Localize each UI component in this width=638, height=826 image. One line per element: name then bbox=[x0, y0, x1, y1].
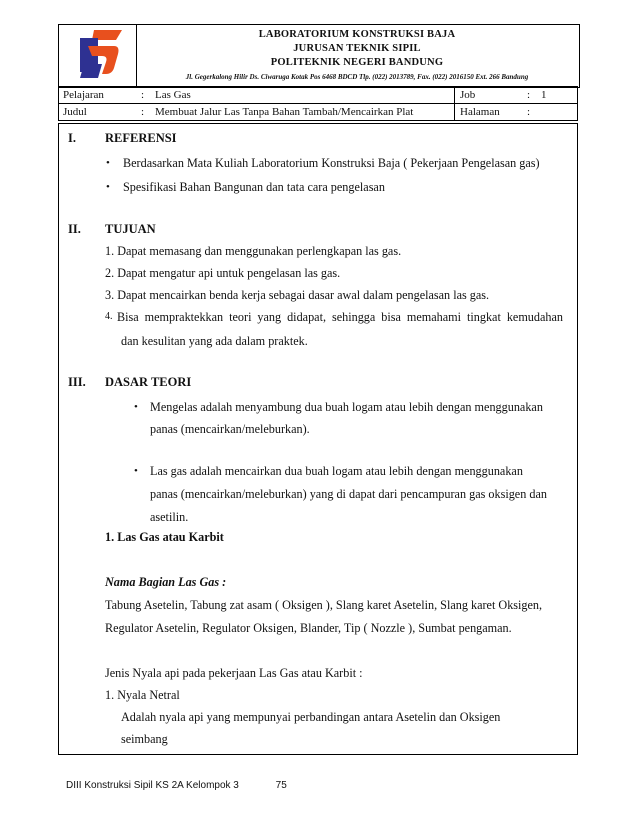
section-3-bullet-2-line-1: Las gas adalah mencairkan dua buah logam atau lebih dengan menggunakan bbox=[150, 464, 523, 478]
meta-row-pelajaran bbox=[58, 86, 578, 104]
section-1-bullet-2: Spesifikasi Bahan Bangunan dan tata cara pengelasan bbox=[123, 180, 385, 194]
pelajaran-label: Pelajaran bbox=[63, 89, 104, 101]
bullet-icon: • bbox=[106, 181, 110, 193]
section-1-number: I. bbox=[68, 131, 76, 145]
page-number: 75 bbox=[275, 780, 287, 791]
institution-line-3: POLITEKNIK NEGERI BANDUNG bbox=[270, 57, 444, 68]
section-2-item-4-line-2: dan kesulitan yang ada dalam praktek. bbox=[121, 334, 308, 348]
section-3-bullet-2-line-3: asetilin. bbox=[150, 510, 189, 524]
halaman-colon: : bbox=[527, 106, 531, 118]
section-3-bullet-1-line-1: Mengelas adalah menyambung dua buah logam atau lebih dengan menggunakan bbox=[150, 400, 543, 414]
section-2-item-4-line-1: Bisa mempraktekkan teori yang didapat, sehingga bisa memahami tingkat kemudahan bbox=[117, 310, 563, 324]
meta-row-judul bbox=[58, 103, 578, 121]
halaman-label: Halaman bbox=[460, 106, 500, 118]
section-3-title: DASAR TEORI bbox=[105, 375, 192, 389]
polban-logo-icon bbox=[58, 24, 136, 86]
institution-line-2: JURUSAN TEKNIK SIPIL bbox=[293, 43, 421, 54]
meta-table bbox=[58, 86, 578, 122]
pelajaran-value: Las Gas bbox=[155, 89, 191, 101]
logo-cell bbox=[58, 24, 137, 86]
section-3-number: III. bbox=[68, 375, 86, 389]
section-2-item-1: 1. Dapat memasang dan menggunakan perlengkapan las gas. bbox=[105, 244, 402, 258]
bullet-icon: • bbox=[106, 157, 110, 169]
section-2-item-3: 3. Dapat mencairkan benda kerja sebagai dasar awal dalam pengelasan las gas. bbox=[105, 288, 490, 302]
judul-label: Judul bbox=[63, 106, 87, 118]
meta-divider bbox=[454, 104, 455, 120]
institution-line-1: LABORATORIUM KONSTRUKSI BAJA bbox=[258, 29, 456, 40]
pelajaran-colon: : bbox=[141, 89, 145, 101]
parts-line-1: Tabung Asetelin, Tabung zat asam ( Oksigen ), Slang karet Asetelin, Slang karet Oksigen, bbox=[105, 598, 543, 612]
job-colon: : bbox=[527, 89, 531, 101]
bullet-icon: • bbox=[134, 465, 138, 477]
section-2-title: TUJUAN bbox=[105, 222, 156, 236]
bullet-icon: • bbox=[134, 401, 138, 413]
job-value: 1 bbox=[541, 89, 547, 101]
flame-item-1: 1. Nyala Netral bbox=[105, 688, 180, 702]
parts-line-2: Regulator Asetelin, Regulator Oksigen, Blander, Tip ( Nozzle ), Sumbat pengaman. bbox=[105, 621, 512, 635]
section-1-title: REFERENSI bbox=[105, 131, 177, 145]
page-footer bbox=[66, 780, 287, 791]
judul-colon: : bbox=[141, 106, 145, 118]
flame-item-1-desc-line-1: Adalah nyala api yang mempunyai perbandingan antara Asetelin dan Oksigen bbox=[121, 710, 501, 724]
meta-divider bbox=[454, 87, 455, 103]
section-3-bullet-1-line-2: panas (mencairkan/meleburkan). bbox=[150, 422, 310, 436]
institution-address: Jl. Gegerkalong Hilir Ds. Ciwaruga Kotak Pos 6468 BDCD Tlp. (022) 2013789, Fax. (022) 2016150 Ext. 266 Bandung bbox=[185, 73, 529, 81]
content-box bbox=[58, 123, 578, 755]
section-2-item-2: 2. Dapat mengatur api untuk pengelasan las gas. bbox=[105, 266, 341, 280]
job-label: Job bbox=[460, 89, 476, 101]
flame-item-1-desc-line-2: seimbang bbox=[121, 732, 168, 746]
section-1-bullet-1: Berdasarkan Mata Kuliah Laboratorium Konstruksi Baja ( Pekerjaan Pengelasan gas) bbox=[123, 156, 540, 170]
subsection-las-gas-title: 1. Las Gas atau Karbit bbox=[105, 530, 224, 544]
parts-title: Nama Bagian Las Gas : bbox=[105, 575, 227, 589]
flame-intro: Jenis Nyala api pada pekerjaan Las Gas atau Karbit : bbox=[105, 666, 363, 680]
section-3-bullet-2-line-2: panas (mencairkan/meleburkan) yang di dapat dari pencampuran gas oksigen dan bbox=[150, 487, 547, 501]
section-2-number: II. bbox=[68, 222, 81, 236]
section-2-item-4-number: 4. bbox=[105, 311, 113, 322]
judul-value: Membuat Jalur Las Tanpa Bahan Tambah/Mencairkan Plat bbox=[155, 106, 414, 118]
footer-text: DIII Konstruksi Sipil KS 2A Kelompok 3 bbox=[66, 780, 239, 791]
